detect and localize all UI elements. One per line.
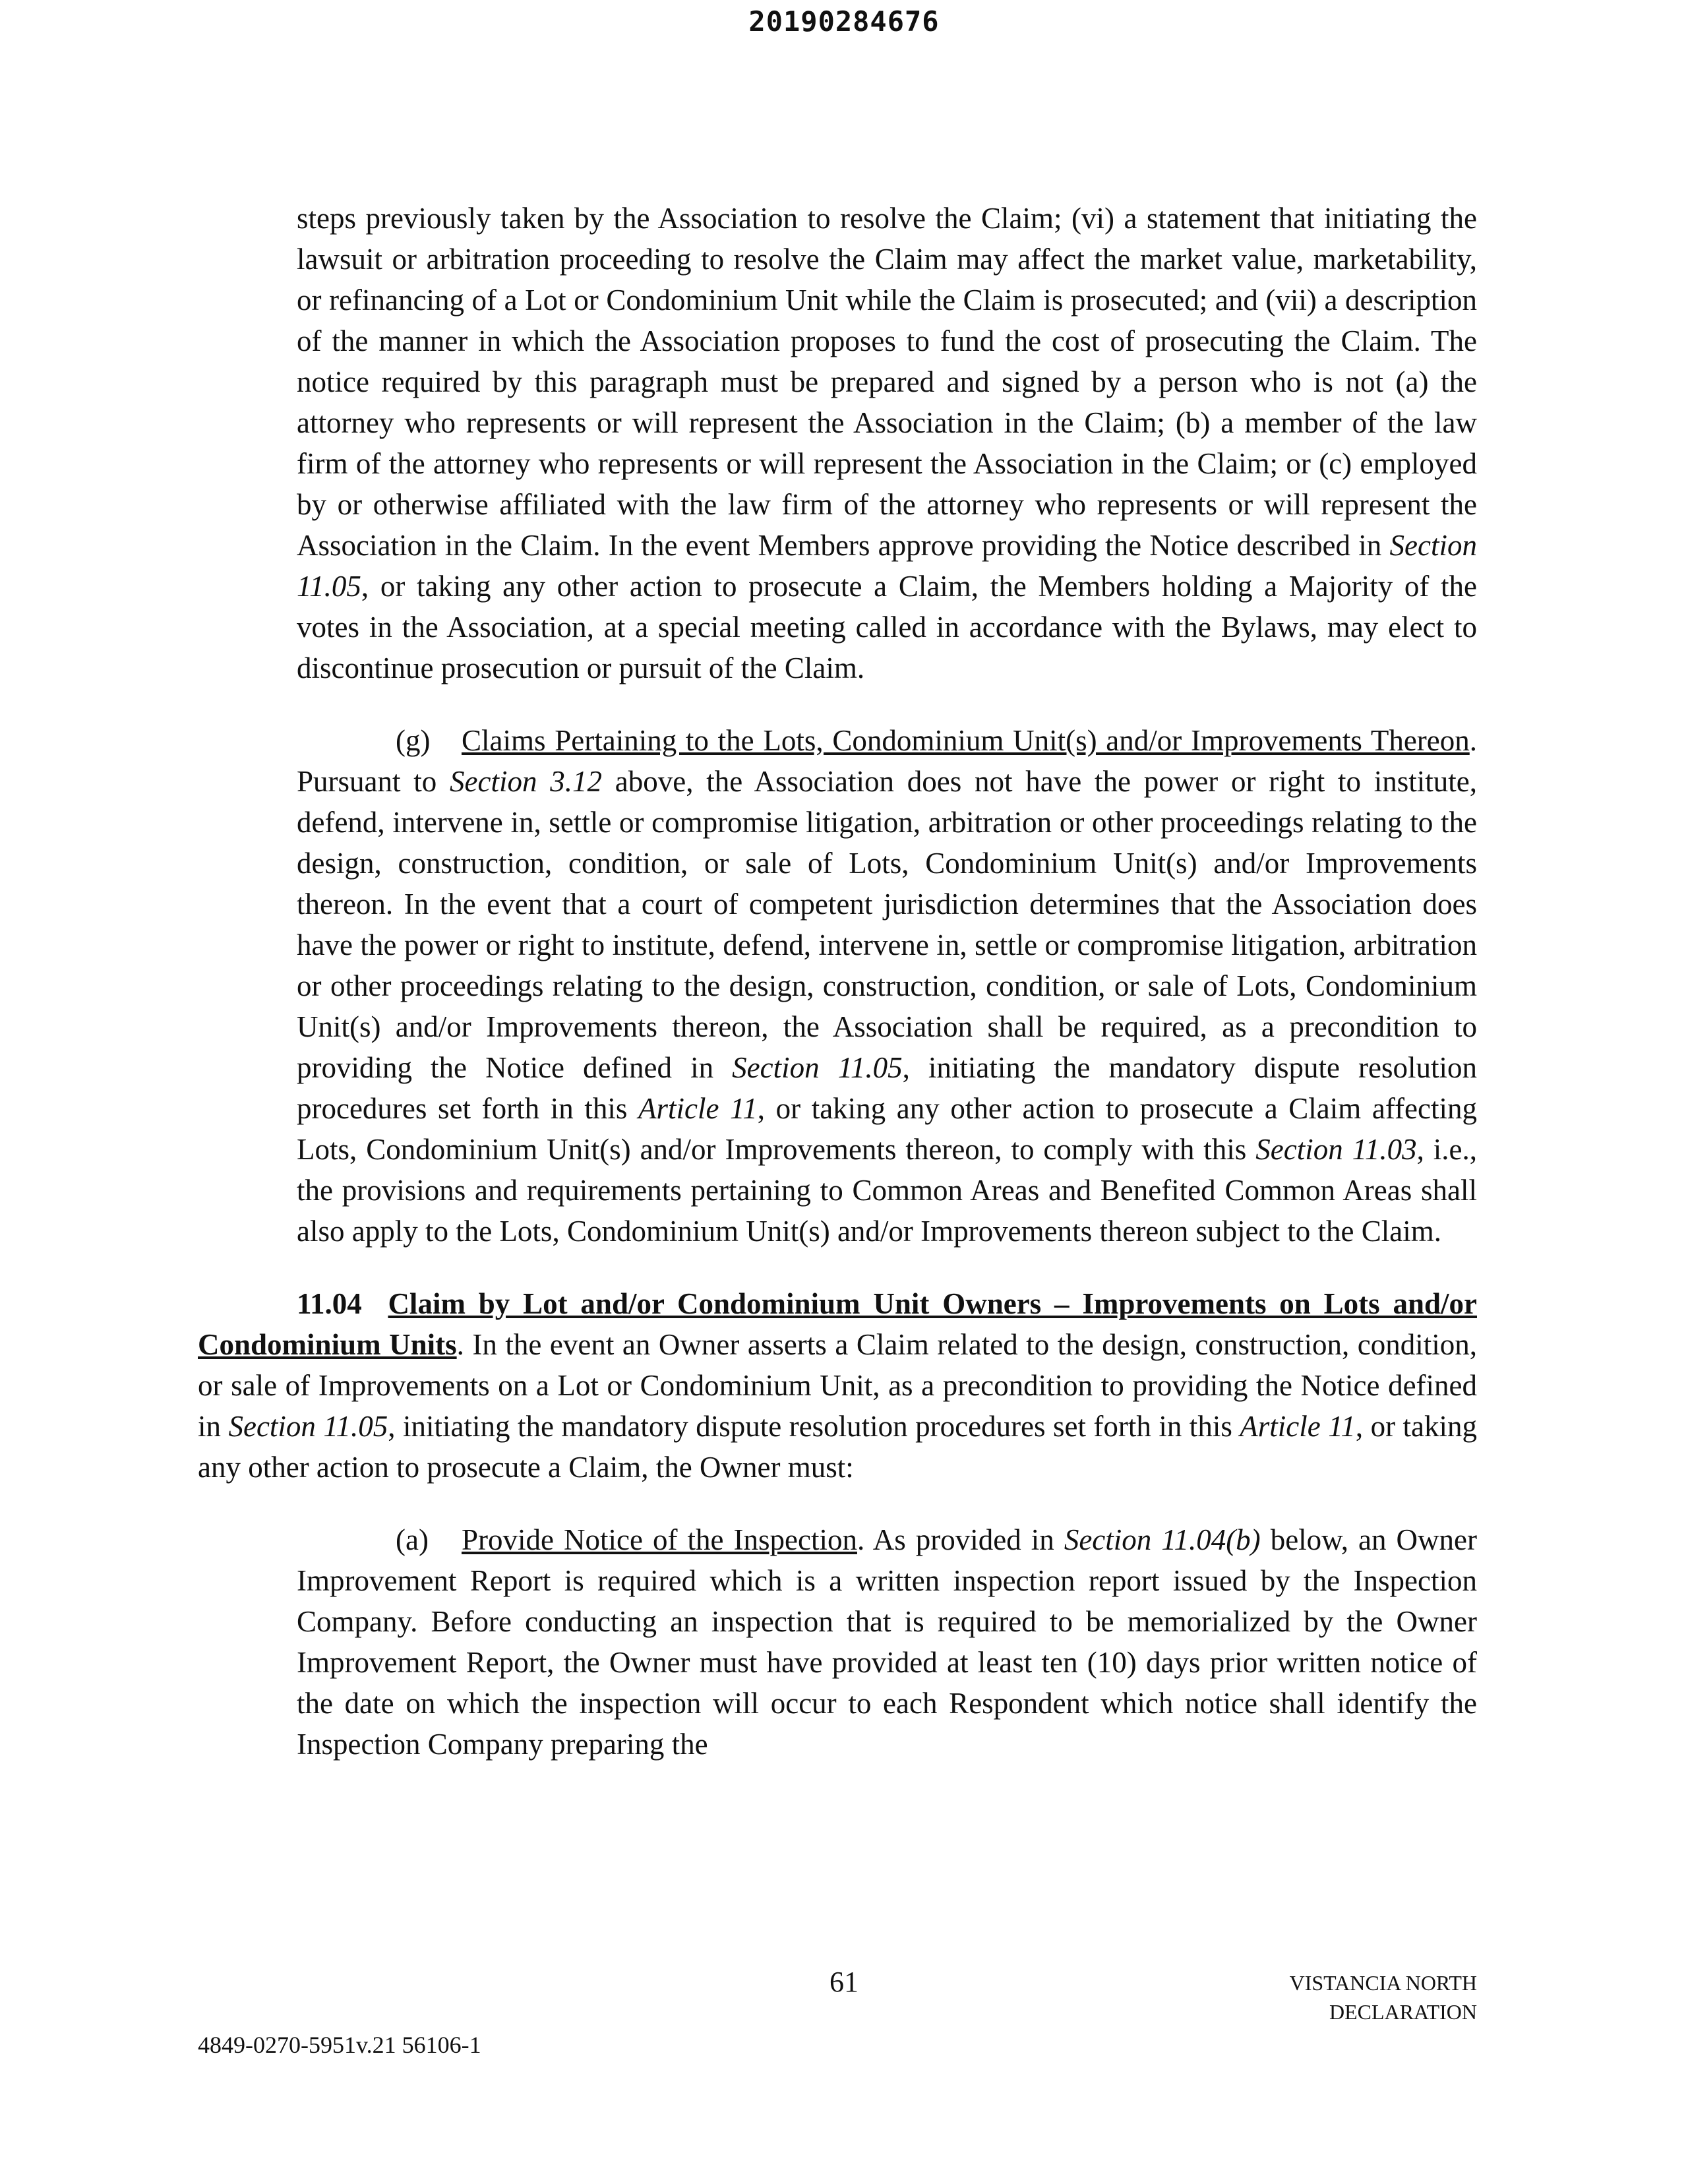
footer-title-line: DECLARATION: [1329, 2000, 1477, 2024]
document-body: [198, 198, 1477, 1796]
paragraph-text: below, an Owner Improvement Report is required which is a written inspection report issued by the Inspection Company. Before conducting an inspection that is required to be memorialized by the Owner Improvement Report, the Owner must have provided at least ten (10) days prior written notice of the date on which the inspection will occur to each Respondent which notice shall identify the Inspection Company preparing the: [297, 1523, 1477, 1761]
paragraph-text: , initiating the mandatory dispute resolution procedures set forth in this: [297, 1051, 1477, 1125]
section-reference: Section 11.05: [297, 529, 1477, 603]
section-reference: Section 11.05: [732, 1051, 903, 1084]
subsection-heading: Claims Pertaining to the Lots, Condominium Unit(s) and/or Improvements Thereon: [462, 724, 1470, 757]
paragraph-text: above, the Association does not have the power or right to institute, defend, intervene in, settle or compromise litigation, arbitration or other proceedings relating to the design, construction, condition, or sale of Lots, Condominium Unit(s) and/or Improvements thereon. In the event that a court of competent jurisdiction determines that the Association does have the power or right to institute, defend, intervene in, settle or compromise litigation, arbitration or other proceedings relating to the design, construction, condition, or sale of Lots, Condominium Unit(s) and/or Improvements thereon, the Association shall be required, as a precondition to providing the Notice defined in: [297, 765, 1477, 1084]
paragraph-text: , or taking any other action to prosecute a Claim, the Members holding a Majority of the votes in the Association, at a special meeting called in accordance with the Bylaws, may elect to discontinue prosecution or pursuit of the Claim.: [297, 570, 1477, 684]
section-reference: Section 11.04(b): [1064, 1523, 1261, 1556]
paragraph-continuation: [297, 198, 1477, 688]
paragraph-a: [297, 1519, 1477, 1765]
subsection-label: (g): [396, 724, 431, 757]
footer-title-line: VISTANCIA NORTH: [1289, 1971, 1477, 1995]
recording-number: 20190284676: [748, 5, 940, 38]
paragraph-text: . In the event an Owner asserts a Claim related to the design, construction, condition, or sale of Improvements on a Lot or Condominium Unit, as a precondition to providing the Notice defined in: [198, 1328, 1477, 1443]
section-reference: Section 3.12: [450, 765, 603, 798]
page-number: 61: [829, 1966, 859, 1998]
article-reference: Article 11: [1240, 1410, 1356, 1443]
paragraph-text: , or taking any other action to prosecute a Claim affecting Lots, Condominium Unit(s) and/or Improvements thereon, to comply with this: [297, 1092, 1477, 1166]
section-heading: Claim by Lot and/or Condominium Unit Owners – Improvements on Lots and/or Condominium Units: [198, 1287, 1477, 1361]
article-reference: Article 11: [638, 1092, 758, 1125]
section-reference: Section 11.03: [1255, 1133, 1417, 1166]
document-id: 4849-0270-5951v.21 56106-1: [198, 2032, 481, 2058]
subsection-heading: Provide Notice of the Inspection: [462, 1523, 857, 1556]
section-reference: Section 11.05: [228, 1410, 388, 1443]
paragraph-text: . Pursuant to: [297, 724, 1477, 798]
paragraph-text: . As provided in: [857, 1523, 1064, 1556]
paragraph-text: , initiating the mandatory dispute resolution procedures set forth in this: [388, 1410, 1240, 1443]
section-11-04: [198, 1283, 1477, 1488]
paragraph-g: [297, 720, 1477, 1252]
document-title-footer: [1213, 1968, 1477, 2026]
paragraph-text: , i.e., the provisions and requirements pertaining to Common Areas and Benefited Common Areas shall also apply to the Lots, Condominium Unit(s) and/or Improvements thereon subject to the Claim.: [297, 1133, 1477, 1248]
subsection-label: (a): [396, 1523, 429, 1556]
paragraph-text: steps previously taken by the Association to resolve the Claim; (vi) a statement that initiating the lawsuit or arbitration proceeding to resolve the Claim may affect the market value, marketability, or refinancing of a Lot or Condominium Unit while the Claim is prosecuted; and (vii) a description of the manner in which the Association proposes to fund the cost of prosecuting the Claim. The notice required by this paragraph must be prepared and signed by a person who is not (a) the attorney who represents or will represent the Association in the Claim; (b) a member of the law firm of the attorney who represents or will represent the Association in the Claim; or (c) employed by or otherwise affiliated with the law firm of the attorney who represents or will represent the Association in the Claim. In the event Members approve providing the Notice described in: [297, 202, 1477, 562]
section-number: 11.04: [297, 1287, 362, 1320]
paragraph-text: , or taking any other action to prosecute a Claim, the Owner must:: [198, 1410, 1477, 1484]
